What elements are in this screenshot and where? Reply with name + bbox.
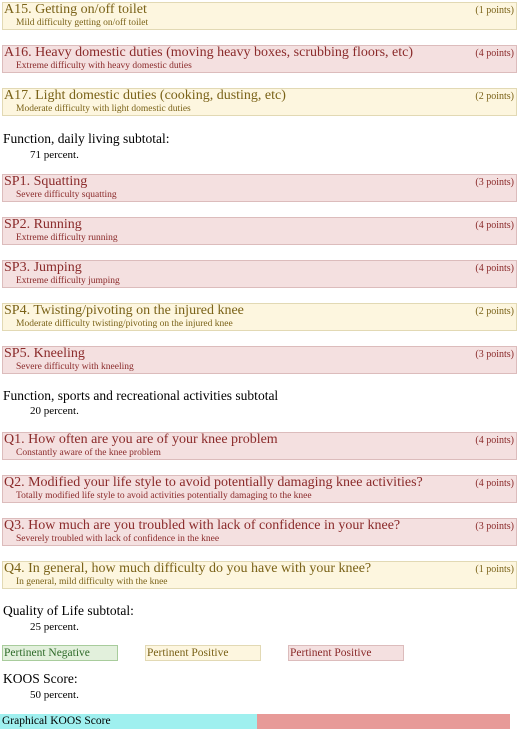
question-text: Q1. How often are you are of your knee problem — [4, 432, 278, 447]
points-label: (2 points) — [475, 91, 514, 102]
daily-living-subtotal-title: Function, daily living subtotal: — [3, 131, 170, 146]
question-text: A17. Light domestic duties (cooking, dusting, etc) — [4, 88, 286, 103]
points-label: (4 points) — [475, 435, 514, 446]
question-text: SP4. Twisting/pivoting on the injured knee — [4, 303, 244, 318]
question-item-sp2 — [2, 217, 517, 245]
answer-text: Extreme difficulty with heavy domestic duties — [16, 61, 192, 71]
question-item-sp5 — [2, 346, 517, 374]
points-label: (1 points) — [475, 564, 514, 575]
question-text: SP5. Kneeling — [4, 346, 85, 361]
question-text: SP1. Squatting — [4, 174, 88, 189]
question-text: Q3. How much are you troubled with lack of confidence in your knee? — [4, 518, 401, 533]
quality-of-life-subtotal-value: 25 percent. — [30, 621, 79, 633]
points-label: (3 points) — [475, 349, 514, 360]
question-text: Q2. Modified your life style to avoid potentially damaging knee activities? — [4, 475, 423, 490]
points-label: (4 points) — [475, 220, 514, 231]
sports-subtotal-title: Function, sports and recreational activities subtotal — [3, 388, 279, 403]
points-label: (4 points) — [475, 478, 514, 489]
question-item-sp4 — [2, 303, 517, 331]
answer-text: Severe difficulty squatting — [16, 190, 117, 200]
points-label: (1 points) — [475, 5, 514, 16]
question-item-a16 — [2, 45, 517, 73]
answer-text: Severely troubled with lack of confidence in the knee — [16, 534, 220, 544]
question-item-q1 — [2, 432, 517, 460]
question-text: A16. Heavy domestic duties (moving heavy boxes, scrubbing floors, etc) — [4, 45, 414, 60]
answer-text: Mild difficulty getting on/off toilet — [16, 18, 149, 28]
answer-text: In general, mild difficulty with the knee — [16, 577, 168, 587]
question-text: Q4. In general, how much difficulty do you have with your knee? — [4, 561, 372, 576]
graphical-koos-score-label: Graphical KOOS Score — [2, 715, 111, 727]
points-label: (3 points) — [475, 177, 514, 188]
points-label: (4 points) — [475, 263, 514, 274]
answer-text: Moderate difficulty with light domestic duties — [16, 104, 191, 114]
question-item-q3 — [2, 518, 517, 546]
koos-score-title: KOOS Score: — [3, 671, 78, 686]
graphical-koos-score-bar — [0, 714, 510, 729]
question-item-a15 — [2, 2, 517, 30]
question-item-sp3 — [2, 260, 517, 288]
answer-text: Totally modified life style to avoid activities potentially damaging to the knee — [16, 491, 312, 501]
daily-living-subtotal-value: 71 percent. — [30, 149, 79, 161]
question-text: SP2. Running — [4, 217, 82, 232]
answer-text: Extreme difficulty jumping — [16, 276, 120, 286]
legend-pertinent-positive-severe: Pertinent Positive — [288, 645, 404, 661]
question-item-q4 — [2, 561, 517, 589]
koos-score-value: 50 percent. — [30, 689, 79, 701]
question-item-q2 — [2, 475, 517, 503]
question-item-sp1 — [2, 174, 517, 202]
answer-text: Severe difficulty with kneeling — [16, 362, 134, 372]
legend-pertinent-negative: Pertinent Negative — [2, 645, 118, 661]
answer-text: Moderate difficulty twisting/pivoting on the injured knee — [16, 319, 233, 329]
answer-text: Extreme difficulty running — [16, 233, 118, 243]
quality-of-life-subtotal-title: Quality of Life subtotal: — [3, 603, 134, 618]
koos-score-remainder — [257, 714, 510, 729]
points-label: (2 points) — [475, 306, 514, 317]
question-item-a17 — [2, 88, 517, 116]
legend-pertinent-positive-mild: Pertinent Positive — [145, 645, 261, 661]
points-label: (4 points) — [475, 48, 514, 59]
answer-text: Constantly aware of the knee problem — [16, 448, 161, 458]
sports-subtotal-value: 20 percent. — [30, 405, 79, 417]
question-text: A15. Getting on/off toilet — [4, 2, 147, 17]
points-label: (3 points) — [475, 521, 514, 532]
question-text: SP3. Jumping — [4, 260, 82, 275]
